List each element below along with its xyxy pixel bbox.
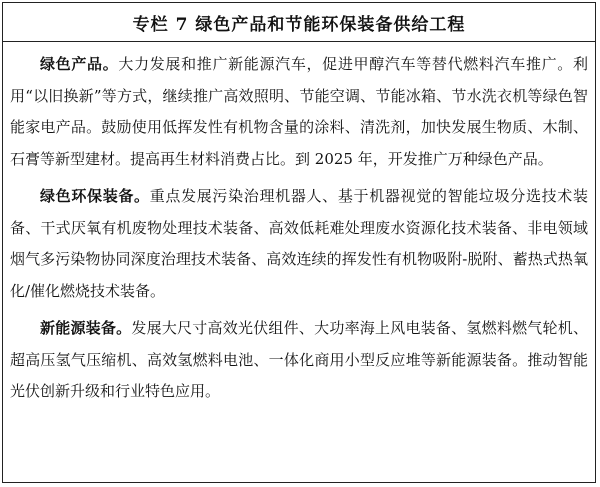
section-body: 重点发展污染治理机器人、基于机器视觉的智能垃圾分选技术装备、干式厌氧有机废物处理技术装备、高效低耗难处理废水资源化技术装备、非电领域烟气多污染物协同深度治理技术装备、高效连续的挥发性有机物吸附-脱附、蓄热式热氧化/催化燃烧技术装备。 [10,187,588,300]
section-body: 发展大尺寸高效光伏组件、大功率海上风电装备、氢燃料燃气轮机、超高压氢气压缩机、高效氢燃料电池、一体化商用小型反应堆等新能源装备。推动智能光伏创新升级和行业特色应用。 [10,319,588,400]
column-title: 专栏 7 绿色产品和节能环保装备供给工程 [3,3,595,42]
column-content [3,42,595,408]
section-body: 大力发展和推广新能源汽车，促进甲醇汽车等替代燃料汽车推广。利用“以旧换新”等方式，继续推广高效照明、节能空调、节能冰箱、节水洗衣机等绿色智能家电产品。鼓励使用低挥发性有机物含量的涂料、清洗剂，加快发展生物质、木制、石膏等新型建材。提高再生材料消费占比。到 2025 年，开发推广万种绿色产品。 [10,55,588,168]
section-green-env-equipment [10,181,588,307]
section-new-energy-equipment [10,313,588,408]
section-heading: 新能源装备。 [40,319,132,337]
section-heading: 绿色产品。 [40,55,119,73]
section-heading: 绿色环保装备。 [40,187,150,205]
section-green-products [10,49,588,175]
column-box [2,2,596,483]
